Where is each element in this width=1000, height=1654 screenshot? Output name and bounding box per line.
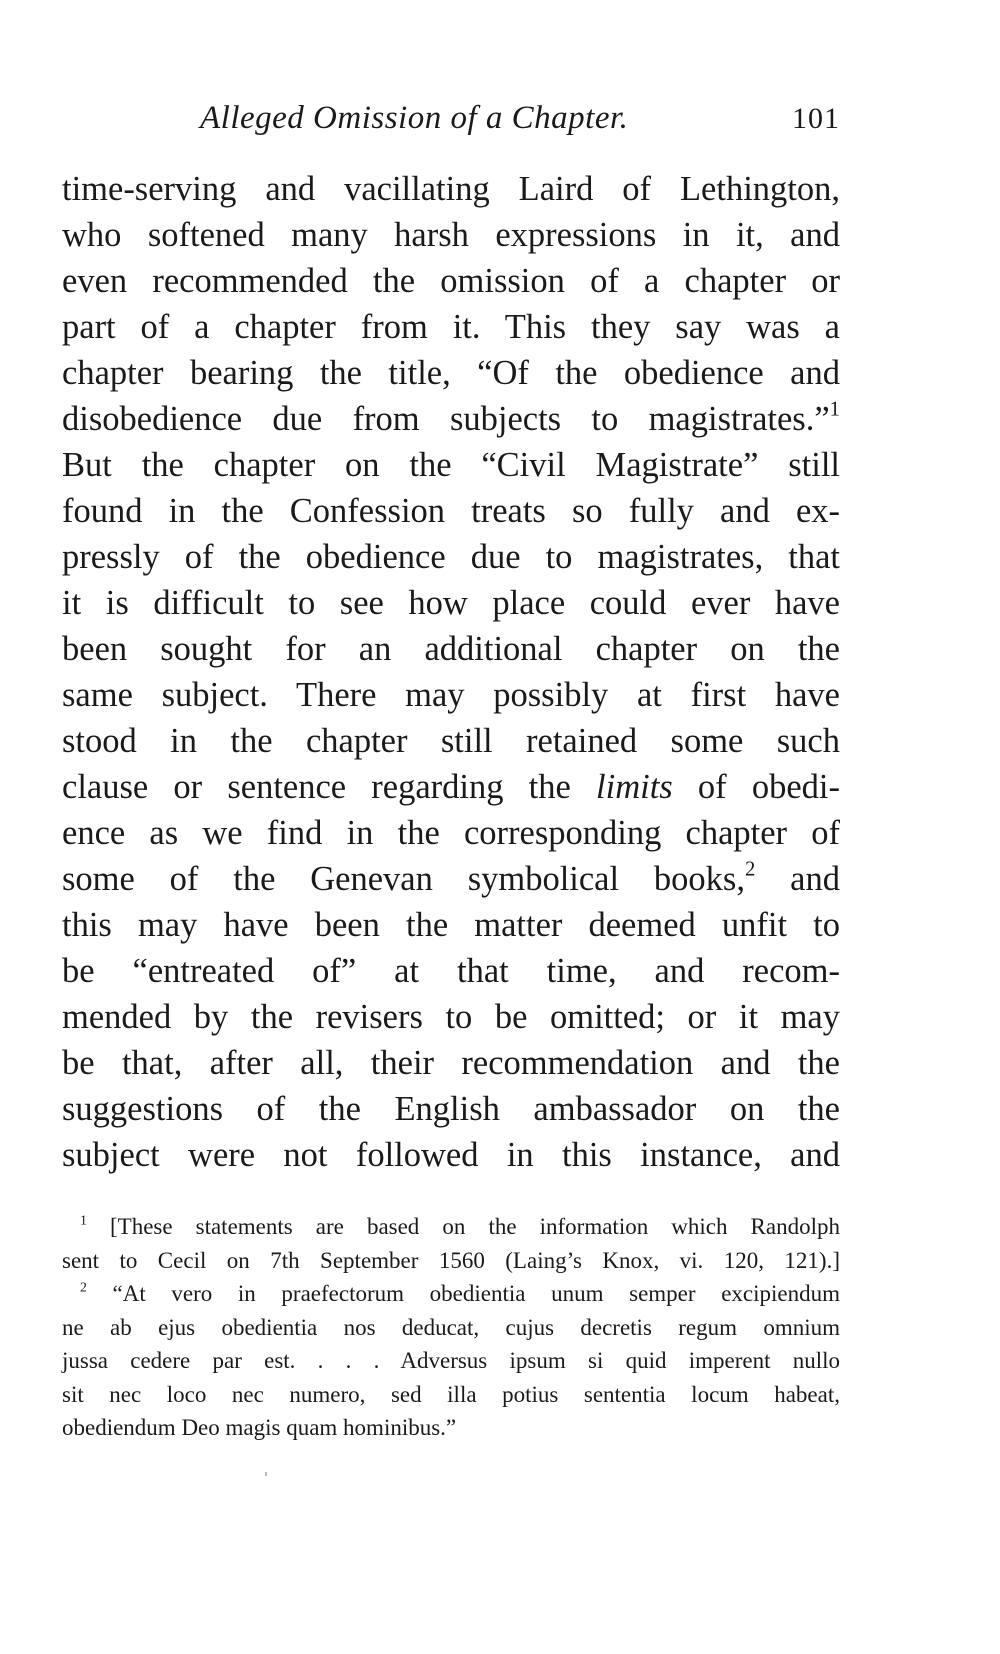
- text-line: [62, 764, 840, 810]
- footnote-line: sent to Cecil on 7th September 1560 (Laing’s Knox, vi. 120, 121).]: [62, 1247, 840, 1273]
- text-line: found in the Confession treats so fully and ex-: [62, 492, 840, 530]
- text-line: even recommended the omission of a chapter or: [62, 262, 840, 300]
- text-line-content: disobedience due from subjects to magistrates.”: [62, 400, 830, 438]
- print-speck: [265, 1472, 267, 1476]
- footnote-text: [These statements are based on the information which Randolph: [109, 1214, 840, 1239]
- text-line-tail: of obedi-: [672, 768, 840, 806]
- footnote-line: ne ab ejus obedientia nos deducat, cujus decretis regum omnium: [62, 1314, 840, 1340]
- italic-word: limits: [596, 768, 673, 806]
- text-line-content: some of the Genevan symbolical books,: [62, 860, 745, 898]
- text-line: mended by the revisers to be omitted; or it may: [62, 998, 840, 1036]
- footnote-line: sit nec loco nec numero, sed illa potius sententia locum habeat,: [62, 1381, 840, 1407]
- footnote-ref-1: 1: [829, 398, 840, 421]
- footnote-line: [62, 1277, 840, 1311]
- footnote-line: obediendum Deo magis quam hominibus.”: [62, 1415, 457, 1440]
- text-line: this may have been the matter deemed unfit to: [62, 906, 840, 944]
- text-line: pressly of the obedience due to magistrates, that: [62, 538, 840, 576]
- text-line: But the chapter on the “Civil Magistrate” still: [62, 446, 840, 484]
- footnote-ref-2: 2: [744, 858, 756, 881]
- page-number: 101: [792, 102, 840, 135]
- text-line: time-serving and vacillating Laird of Lethington,: [62, 170, 840, 208]
- text-line-content: clause or sentence regarding the: [62, 768, 571, 806]
- footnotes: [62, 1210, 840, 1445]
- text-line: same subject. There may possibly at first have: [62, 676, 840, 714]
- text-line: who softened many harsh expressions in it, and: [62, 216, 840, 254]
- text-line: ence as we find in the corresponding chapter of: [62, 814, 840, 852]
- text-line: suggestions of the English ambassador on the: [62, 1090, 840, 1128]
- footnote-text: “At vero in praefectorum obedientia unum semper excipiendum: [112, 1281, 840, 1306]
- footnote-line: [62, 1210, 840, 1244]
- text-line: be “entreated of” at that time, and recom-: [62, 952, 840, 990]
- text-line: subject were not followed in this instance, and: [62, 1136, 840, 1174]
- text-line: chapter bearing the title, “Of the obedience and: [62, 354, 840, 392]
- body-text: [62, 166, 840, 1178]
- running-head: [62, 100, 840, 148]
- footnote-marker-1: 1: [80, 1212, 87, 1228]
- text-line: [62, 856, 840, 902]
- text-line: [62, 396, 840, 442]
- text-line: stood in the chapter still retained some such: [62, 722, 840, 760]
- text-line-tail: and: [755, 860, 840, 898]
- text-line: be that, after all, their recommendation and the: [62, 1044, 840, 1082]
- footnote-line: jussa cedere par est. . . . Adversus ipsum si quid imperent nullo: [62, 1348, 840, 1373]
- running-title: Alleged Omission of a Chapter.: [200, 100, 629, 136]
- text-line: been sought for an additional chapter on the: [62, 630, 840, 668]
- text-line: part of a chapter from it. This they say was a: [62, 308, 840, 346]
- text-line: it is difficult to see how place could ever have: [62, 584, 840, 622]
- footnote-marker-2: 2: [80, 1279, 87, 1295]
